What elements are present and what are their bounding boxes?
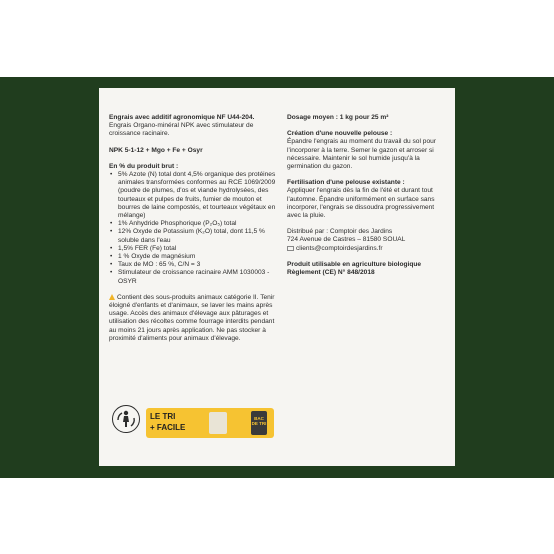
warning-text: Contient des sous-produits animaux catégorie II. Tenir éloigné d'enfants et d'animaux, se laver les mains après usage. Accès des animaux d'élevage aux pâturages et utilisation des récoltes comme fourrage interdits pendant au moins 21 jours après application. Ne pas stocker à proximité d'aliments pour animaux d'élevage.: [109, 293, 275, 342]
fertilisation-text: Appliquer l'engrais dès la fin de l'été et durant tout l'automne. Épandre uniformément en surface sans incorporer, l'engrais se dissoudra progressivement avec la pluie.: [287, 187, 435, 220]
label-right-column: [287, 114, 447, 277]
recycle-badge-text: [150, 411, 185, 433]
dosage-text: Dosage moyen : 1 kg pour 25 m²: [287, 114, 389, 121]
organic-statement: Produit utilisable en agriculture biologique Règlement (CE) N° 848/2018: [287, 260, 422, 277]
fertilizer-subtitle: Engrais Organo-minéral NPK avec stimulateur de croissance racinaire.: [109, 122, 254, 138]
recycle-badge: [146, 408, 274, 438]
list-item: • 5% Azote (N) total dont 4,5% organique des protéines animales transformées conformes au RCE 1069/2009 (poudre de plumes, d'os et viande hydrolysées, des tourteaux et pulpes de fruits, fumier de mouton et bourres de laine compostés, et tourteaux végétaux en mélange): [109, 171, 281, 220]
packaging-bag-icon: [209, 412, 227, 434]
fertilizer-title: Engrais avec additif agronomique NF U44-204.: [109, 114, 255, 121]
recycle-badge-line2: + FACILE: [150, 423, 186, 432]
recycle-badge-line1: LE TRI: [150, 412, 176, 421]
label-left-column: [109, 114, 281, 343]
mail-icon: [287, 246, 294, 251]
distributor-text: Distribué par : Comptoir des Jardins: [287, 228, 393, 236]
distributor-email-row: [287, 245, 447, 253]
bin-label: BAC DE TRI: [251, 416, 267, 426]
distributor-email: clients@comptoirdesjardins.fr: [296, 244, 383, 252]
list-item: • 1 % Oxyde de magnésium: [109, 253, 281, 261]
warning-icon: [109, 294, 115, 300]
recycling-bin-icon: [251, 411, 267, 435]
npk-formula: NPK 5-1-12 + Mgo + Fe + Osyr: [109, 146, 203, 154]
warning-block: [109, 294, 281, 343]
fertilisation-title: Fertilisation d'une pelouse existante :: [287, 179, 405, 187]
list-item: • 12% Oxyde de Potassium (K₂O) total, dont 11,5 % soluble dans l'eau: [109, 228, 281, 244]
list-item: • 1,5% FER (Fe) total: [109, 245, 281, 253]
content-title: En % du produit brut :: [109, 162, 179, 170]
content-list: [109, 171, 281, 286]
creation-text: Épandre l'engrais au moment du travail du sol pour l'incorporer à la terre. Semer le gazon et arroser si nécessaire. Maintenir le sol humide jusqu'à la germination du gazon.: [287, 138, 436, 171]
list-item: • Stimulateur de croissance racinaire AMM 1030003 - OSYR: [109, 269, 281, 285]
list-item: • 1% Anhydride Phosphorique (P₂O₅) total: [109, 220, 281, 228]
distributor-address: 724 Avenue de Castres – 81580 SOUAL: [287, 236, 406, 244]
triman-recycling-icon: [112, 405, 140, 433]
list-item: • Taux de MO : 65 %, C/N = 3: [109, 261, 281, 269]
creation-title: Création d'une nouvelle pelouse :: [287, 130, 393, 138]
